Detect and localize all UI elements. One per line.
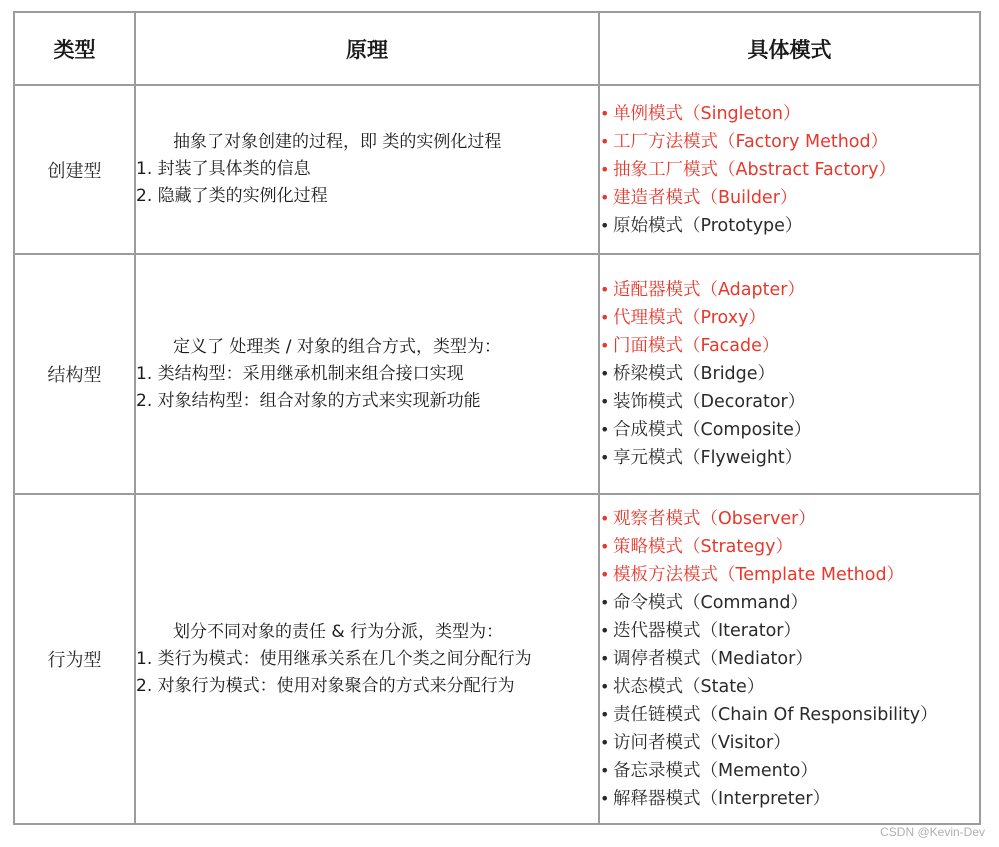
principle-intro: 定义了 处理类 / 对象的组合方式，类型为： [173,336,501,357]
bullet-icon: • [600,215,610,235]
pattern-name: 访问者模式（Visitor） [613,733,791,753]
pattern-name: 工厂方法模式（Factory Method） [613,131,889,152]
type-cell: 行为型 [15,495,136,825]
bullet-icon: • [600,761,610,780]
principle-point: 1. 封装了具体类的信息 [136,159,311,179]
bullet-icon: • [600,308,610,327]
pattern-item [600,360,979,388]
bullet-icon: • [600,159,610,179]
bullet-icon: • [600,187,610,207]
modes-cell [600,86,981,255]
bullet-icon: • [600,364,610,383]
bullet-icon: • [600,392,610,411]
pattern-name: 建造者模式（Builder） [613,187,798,208]
pattern-item [600,533,979,561]
header-type: 类型 [15,13,136,86]
bullet-icon: • [600,565,610,584]
principle-point: 1. 类结构型：采用继承机制来组合接口实现 [136,363,464,384]
bullet-icon: • [600,705,610,724]
pattern-item [600,156,979,184]
pattern-item [600,617,979,645]
table-row-creational [15,86,981,255]
principle-point: 2. 隐藏了类的实例化过程 [136,186,328,206]
pattern-item [600,785,979,813]
modes-list [600,505,979,813]
bullet-icon: • [600,789,610,808]
table-row-behavioral [15,495,981,825]
pattern-item [600,561,979,589]
pattern-item [600,673,979,701]
pattern-item [600,184,979,212]
bullet-icon: • [600,593,610,612]
header-modes: 具体模式 [600,13,981,86]
bullet-icon: • [600,336,610,355]
pattern-item [600,757,979,785]
bullet-icon: • [600,677,610,696]
pattern-name: 原始模式（Prototype） [613,215,803,236]
pattern-name: 观察者模式（Observer） [613,509,816,529]
pattern-name: 合成模式（Composite） [613,420,812,440]
principle-cell [136,495,600,825]
pattern-item [600,304,979,332]
modes-list [600,276,979,472]
pattern-name: 备忘录模式（Memento） [613,761,818,781]
modes-cell [600,255,981,495]
pattern-name: 享元模式（Flyweight） [613,448,803,468]
bullet-icon: • [600,103,610,123]
pattern-item [600,212,979,240]
pattern-item [600,589,979,617]
bullet-icon: • [600,280,610,299]
bullet-icon: • [600,733,610,752]
table-header-row [15,13,981,86]
header-principle: 原理 [136,13,600,86]
pattern-item [600,128,979,156]
pattern-name: 装饰模式（Decorator） [613,392,806,412]
modes-cell [600,495,981,825]
bullet-icon: • [600,537,610,556]
pattern-name: 策略模式（Strategy） [613,537,793,557]
pattern-name: 迭代器模式（Iterator） [613,621,801,641]
bullet-icon: • [600,131,610,151]
pattern-item [600,100,979,128]
design-patterns-table [13,11,981,825]
principle-intro: 划分不同对象的责任 & 行为分派，类型为： [173,621,504,642]
table-row-structural [15,255,981,495]
bullet-icon: • [600,420,610,439]
bullet-icon: • [600,621,610,640]
pattern-item [600,416,979,444]
principle-intro: 抽象了对象创建的过程，即 类的实例化过程 [173,132,502,152]
bullet-icon: • [600,649,610,668]
principle-cell [136,86,600,255]
pattern-name: 调停者模式（Mediator） [613,649,813,669]
pattern-name: 责任链模式（Chain Of Responsibility） [613,705,938,725]
pattern-name: 模板方法模式（Template Method） [613,565,905,585]
watermark: CSDN @Kevin-Dev [880,825,985,839]
principle-point: 2. 对象结构型：组合对象的方式来实现新功能 [136,390,481,411]
modes-list [600,100,979,240]
pattern-name: 状态模式（State） [613,677,765,697]
pattern-item [600,444,979,472]
pattern-item [600,276,979,304]
pattern-name: 单例模式（Singleton） [613,103,801,124]
pattern-name: 解释器模式（Interpreter） [613,789,831,809]
principle-cell [136,255,600,495]
pattern-item [600,332,979,360]
bullet-icon: • [600,448,610,467]
pattern-item [600,645,979,673]
pattern-name: 抽象工厂模式（Abstract Factory） [613,159,896,180]
pattern-item [600,701,979,729]
pattern-name: 桥梁模式（Bridge） [613,364,776,384]
bullet-icon: • [600,509,610,528]
type-cell: 创建型 [15,86,136,255]
pattern-item [600,388,979,416]
type-cell: 结构型 [15,255,136,495]
pattern-name: 适配器模式（Adapter） [613,280,805,300]
pattern-item [600,505,979,533]
pattern-name: 代理模式（Proxy） [613,308,766,328]
pattern-name: 门面模式（Facade） [613,336,780,356]
pattern-item [600,729,979,757]
pattern-name: 命令模式（Command） [613,593,808,613]
principle-point: 2. 对象行为模式：使用对象聚合的方式来分配行为 [136,675,515,696]
principle-point: 1. 类行为模式：使用继承关系在几个类之间分配行为 [136,648,532,669]
